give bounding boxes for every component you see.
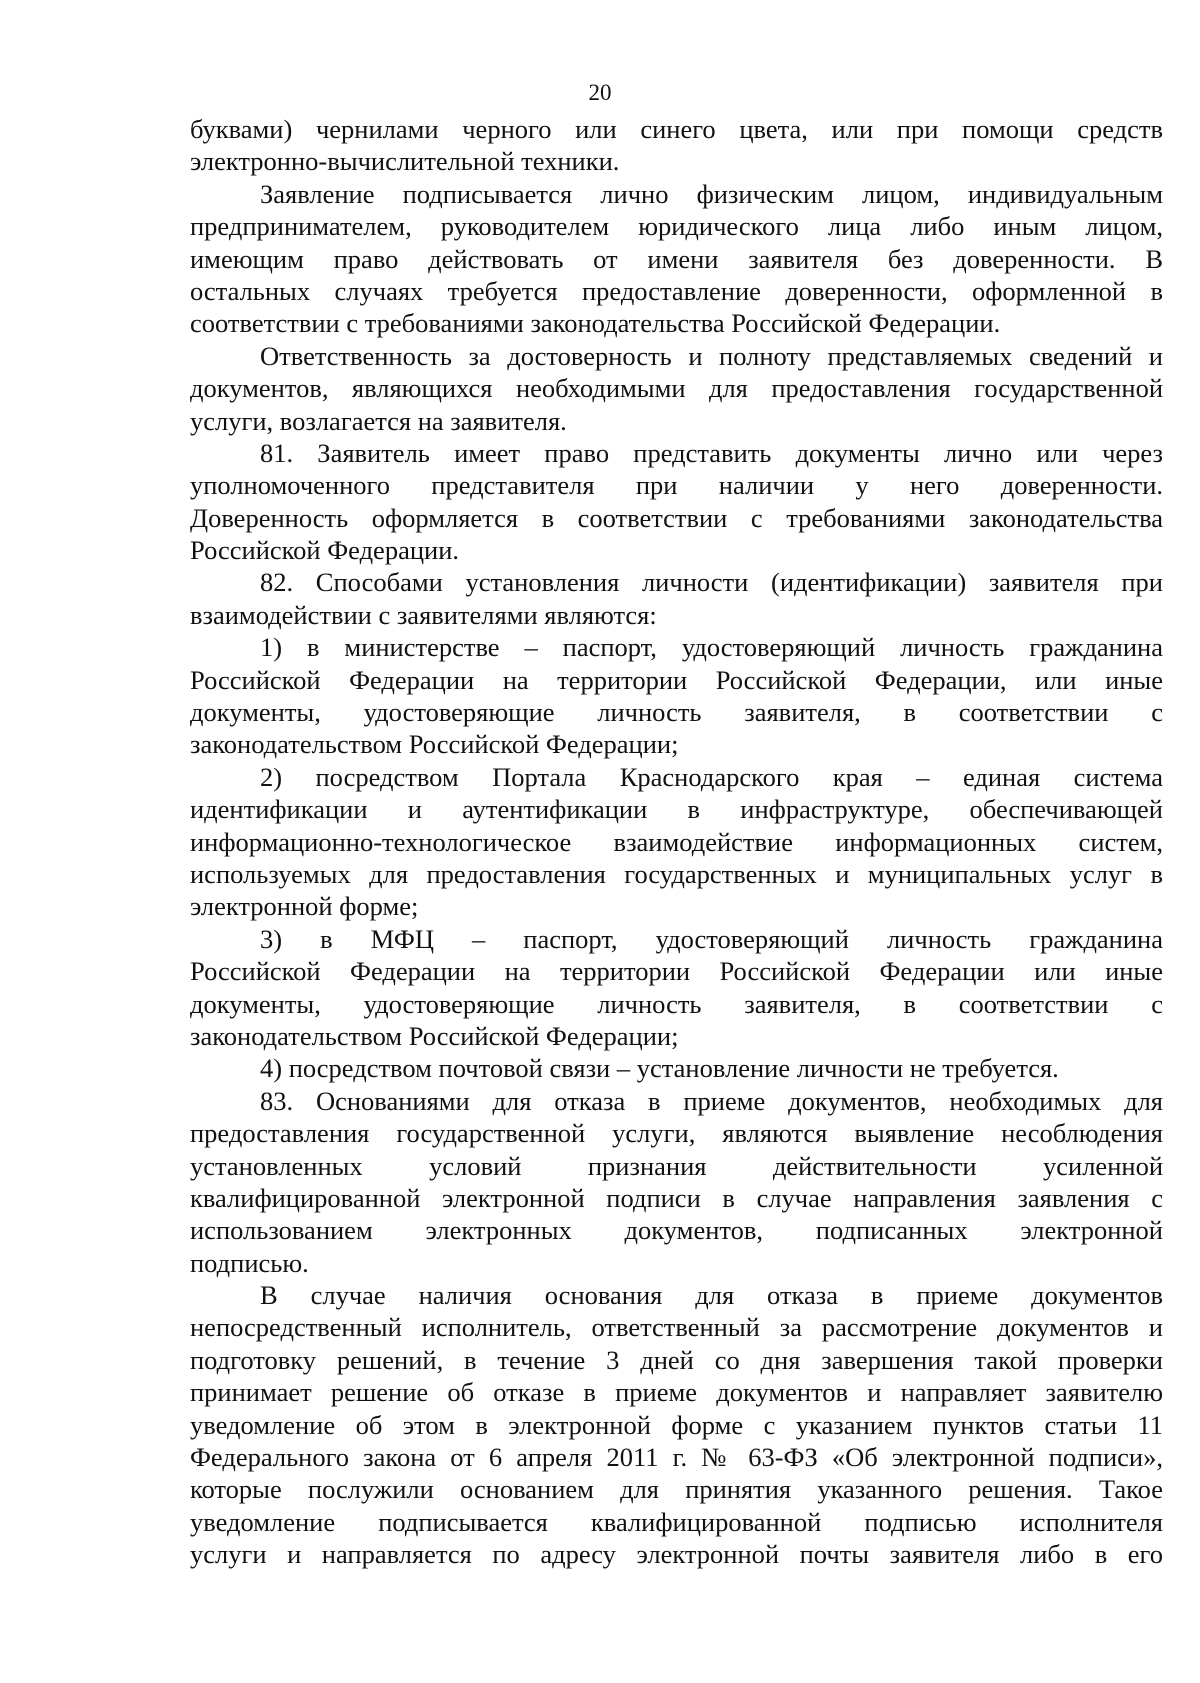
text-line: квалифицированной электронной подписи в случае направления заявления с	[190, 1182, 1163, 1213]
text-line: которые послужили основанием для принятия указанного решения. Такое	[190, 1474, 1163, 1505]
text-line: Заявление подписывается лично физическим лицом, индивидуальным	[260, 178, 1163, 209]
text-line: 2) посредством Портала Краснодарского края – единая система	[260, 761, 1163, 792]
text-line: 81. Заявитель имеет право представить документы лично или через	[260, 437, 1163, 468]
text-line: 82. Способами установления личности (идентификации) заявителя при	[260, 567, 1163, 598]
text-line: буквами) чернилами черного или синего цвета, или при помощи средств	[190, 114, 1163, 144]
text-line: услуги, возлагается на заявителя.	[190, 405, 567, 436]
text-line: Ответственность за достоверность и полноту представляемых сведений и	[260, 340, 1163, 371]
text-line: предпринимателем, руководителем юридического лица либо иным лицом,	[190, 211, 1163, 242]
text-line: 4) посредством почтовой связи – установление личности не требуется.	[260, 1053, 1059, 1084]
text-line: Российской Федерации на территории Российской Федерации, или иные	[190, 664, 1163, 695]
text-line: установленных условий признания действительности усиленной	[190, 1150, 1163, 1181]
text-line: предоставления государственной услуги, являются выявление несоблюдения	[190, 1118, 1163, 1149]
text-line: подготовку решений, в течение 3 дней со дня завершения такой проверки	[190, 1344, 1163, 1375]
text-line: электронной форме;	[190, 891, 419, 922]
text-line: законодательством Российской Федерации;	[190, 1020, 679, 1051]
text-line: информационно-технологическое взаимодействие информационных систем,	[190, 826, 1163, 857]
text-line: Федерального закона от 6 апреля 2011 г. № 63-ФЗ «Об электронной подписи»,	[190, 1442, 1163, 1473]
document-body	[190, 113, 1163, 1571]
text-line: Российской Федерации на территории Российской Федерации или иные	[190, 956, 1163, 987]
text-line: 3) в МФЦ – паспорт, удостоверяющий личность гражданина	[260, 923, 1163, 954]
text-line: принимает решение об отказе в приеме документов и направляет заявителю	[190, 1377, 1163, 1408]
text-line: уведомление об этом в электронной форме с указанием пунктов статьи 11	[190, 1409, 1163, 1440]
text-line: имеющим право действовать от имени заявителя без доверенности. В	[190, 243, 1163, 274]
text-line: В случае наличия основания для отказа в приеме документов	[260, 1280, 1163, 1311]
text-line: 1) в министерстве – паспорт, удостоверяющий личность гражданина	[260, 632, 1163, 663]
text-line: документов, являющихся необходимыми для предоставления государственной	[190, 373, 1163, 404]
text-line: соответствии с требованиями законодательства Российской Федерации.	[190, 308, 1001, 339]
text-line: документы, удостоверяющие личность заявителя, в соответствии с	[190, 988, 1163, 1019]
text-line: используемых для предоставления государственных и муниципальных услуг в	[190, 858, 1163, 889]
text-line: использованием электронных документов, подписанных электронной	[190, 1215, 1163, 1246]
text-line: остальных случаях требуется предоставление доверенности, оформленной в	[190, 275, 1163, 306]
text-line: уполномоченного представителя при наличии у него доверенности.	[190, 470, 1163, 501]
page-number: 20	[588, 80, 612, 105]
text-line: документы, удостоверяющие личность заявителя, в соответствии с	[190, 697, 1163, 728]
text-line: электронно-вычислительной техники.	[190, 146, 620, 177]
text-line: подписью.	[190, 1247, 309, 1278]
text-line: услуги и направляется по адресу электронной почты заявителя либо в его	[190, 1539, 1163, 1570]
text-line: Российской Федерации.	[190, 535, 459, 566]
text-line: взаимодействии с заявителями являются:	[190, 599, 657, 630]
text-line: уведомление подписывается квалифицированной подписью исполнителя	[190, 1506, 1163, 1537]
text-line: 83. Основаниями для отказа в приеме документов, необходимых для	[260, 1085, 1163, 1116]
text-line: непосредственный исполнитель, ответственный за рассмотрение документов и	[190, 1312, 1163, 1343]
text-line: Доверенность оформляется в соответствии с требованиями законодательства	[190, 502, 1163, 533]
text-line: идентификации и аутентификации в инфраструктуре, обеспечивающей	[190, 794, 1163, 825]
text-line: законодательством Российской Федерации;	[190, 729, 679, 760]
